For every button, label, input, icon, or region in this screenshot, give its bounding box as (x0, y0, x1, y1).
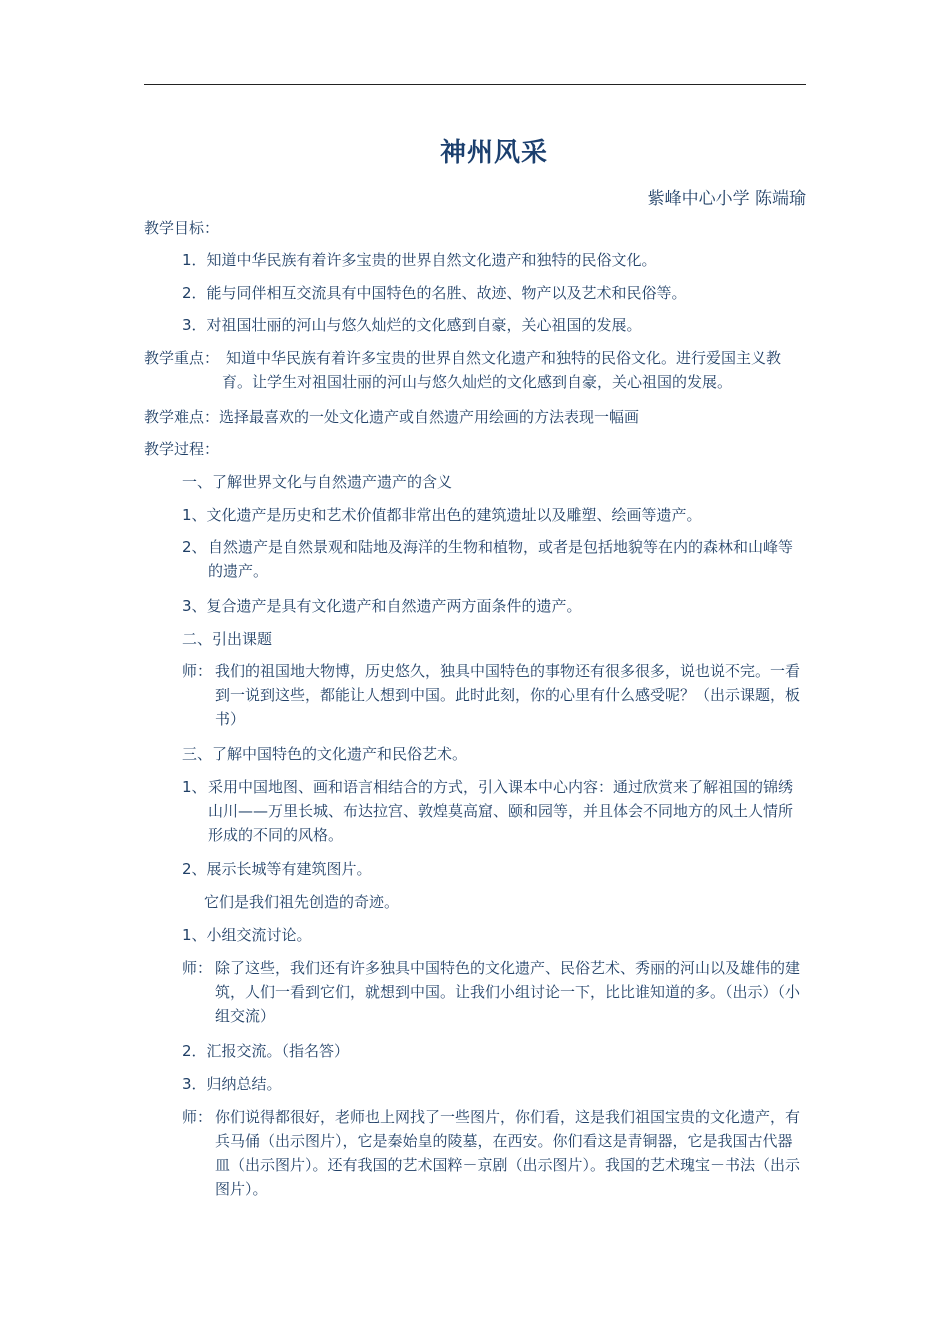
section-heading: 一、了解世界文化与自然遗产遗产的含义 (182, 473, 453, 491)
header-rule (144, 84, 806, 85)
list-item: 3．归纳总结。 (182, 1075, 282, 1093)
focus-label: 教学重点： (144, 349, 220, 367)
teacher-speech (182, 956, 806, 1028)
process-label: 教学过程： (144, 440, 220, 458)
section-heading: 二、引出课题 (182, 630, 273, 648)
list-item: 2．汇报交流。（指名答） (182, 1042, 350, 1060)
list-item (182, 775, 806, 847)
list-text: 采用中国地图、画和语言相结合的方式，引入课本中心内容：通过欣赏来了解祖国的锦绣山川——万里长城、布达拉宫、敦煌莫高窟、颐和园等，并且体会不同地方的风土人情所形成的不同的风格。 (208, 778, 794, 844)
list-text: 自然遗产是自然景观和陆地及海洋的生物和植物，或者是包括地貌等在内的森林和山峰等的遗产。 (208, 538, 794, 580)
goal-item: 1．知道中华民族有着许多宝贵的世界自然文化遗产和独特的民俗文化。 (182, 251, 657, 269)
list-item: 1、小组交流讨论。 (182, 926, 312, 944)
teacher-label: 师： (182, 959, 213, 977)
focus-text: 知道中华民族有着许多宝贵的世界自然文化遗产和独特的民俗文化。进行爱国主义教育。让学生对祖国壮丽的河山与悠久灿烂的文化感到自豪，关心祖国的发展。 (222, 349, 782, 391)
goal-item: 2．能与同伴相互交流具有中国特色的名胜、故迹、物产以及艺术和民俗等。 (182, 284, 687, 302)
teaching-difficulty: 教学难点：选择最喜欢的一处文化遗产或自然遗产用绘画的方法表现一幅画 (144, 408, 640, 426)
goals-label: 教学目标： (144, 219, 220, 237)
goal-item: 3．对祖国壮丽的河山与悠久灿烂的文化感到自豪，关心祖国的发展。 (182, 316, 642, 334)
teacher-label: 师： (182, 662, 213, 680)
list-item: 2、展示长城等有建筑图片。 (182, 860, 372, 878)
document-author: 紫峰中心小学 陈端瑜 (647, 189, 806, 209)
teaching-focus (144, 346, 806, 394)
list-number: 2、 (182, 538, 207, 556)
teacher-speech (182, 659, 806, 731)
teacher-text: 你们说得都很好，老师也上网找了一些图片，你们看，这是我们祖国宝贵的文化遗产，有兵马俑（出示图片），它是秦始皇的陵墓，在西安。你们看这是青铜器，它是我国古代器皿（出示图片）。还有我国的艺术国粹－京剧（出示图片）。我国的艺术瑰宝－书法（出示图片）。 (215, 1108, 801, 1198)
list-item: 3、复合遗产是具有文化遗产和自然遗产两方面条件的遗产。 (182, 597, 582, 615)
list-item (182, 535, 806, 583)
paragraph: 它们是我们祖先创造的奇迹。 (204, 893, 400, 911)
document-title: 神州风采 (439, 138, 548, 168)
list-item: 1、文化遗产是历史和艺术价值都非常出色的建筑遗址以及雕塑、绘画等遗产。 (182, 506, 702, 524)
list-number: 1、 (182, 778, 207, 796)
section-heading: 三、了解中国特色的文化遗产和民俗艺术。 (182, 745, 468, 763)
teacher-text: 除了这些，我们还有许多独具中国特色的文化遗产、民俗艺术、秀丽的河山以及雄伟的建筑，人们一看到它们，就想到中国。让我们小组讨论一下，比比谁知道的多。（出示）（小组交流） (215, 959, 801, 1025)
teacher-text: 我们的祖国地大物博，历史悠久，独具中国特色的事物还有很多很多，说也说不完。一看到一说到这些，都能让人想到中国。此时此刻，你的心里有什么感受呢？（出示课题，板书） (215, 662, 801, 728)
teacher-speech (182, 1105, 806, 1201)
teacher-label: 师： (182, 1108, 213, 1126)
